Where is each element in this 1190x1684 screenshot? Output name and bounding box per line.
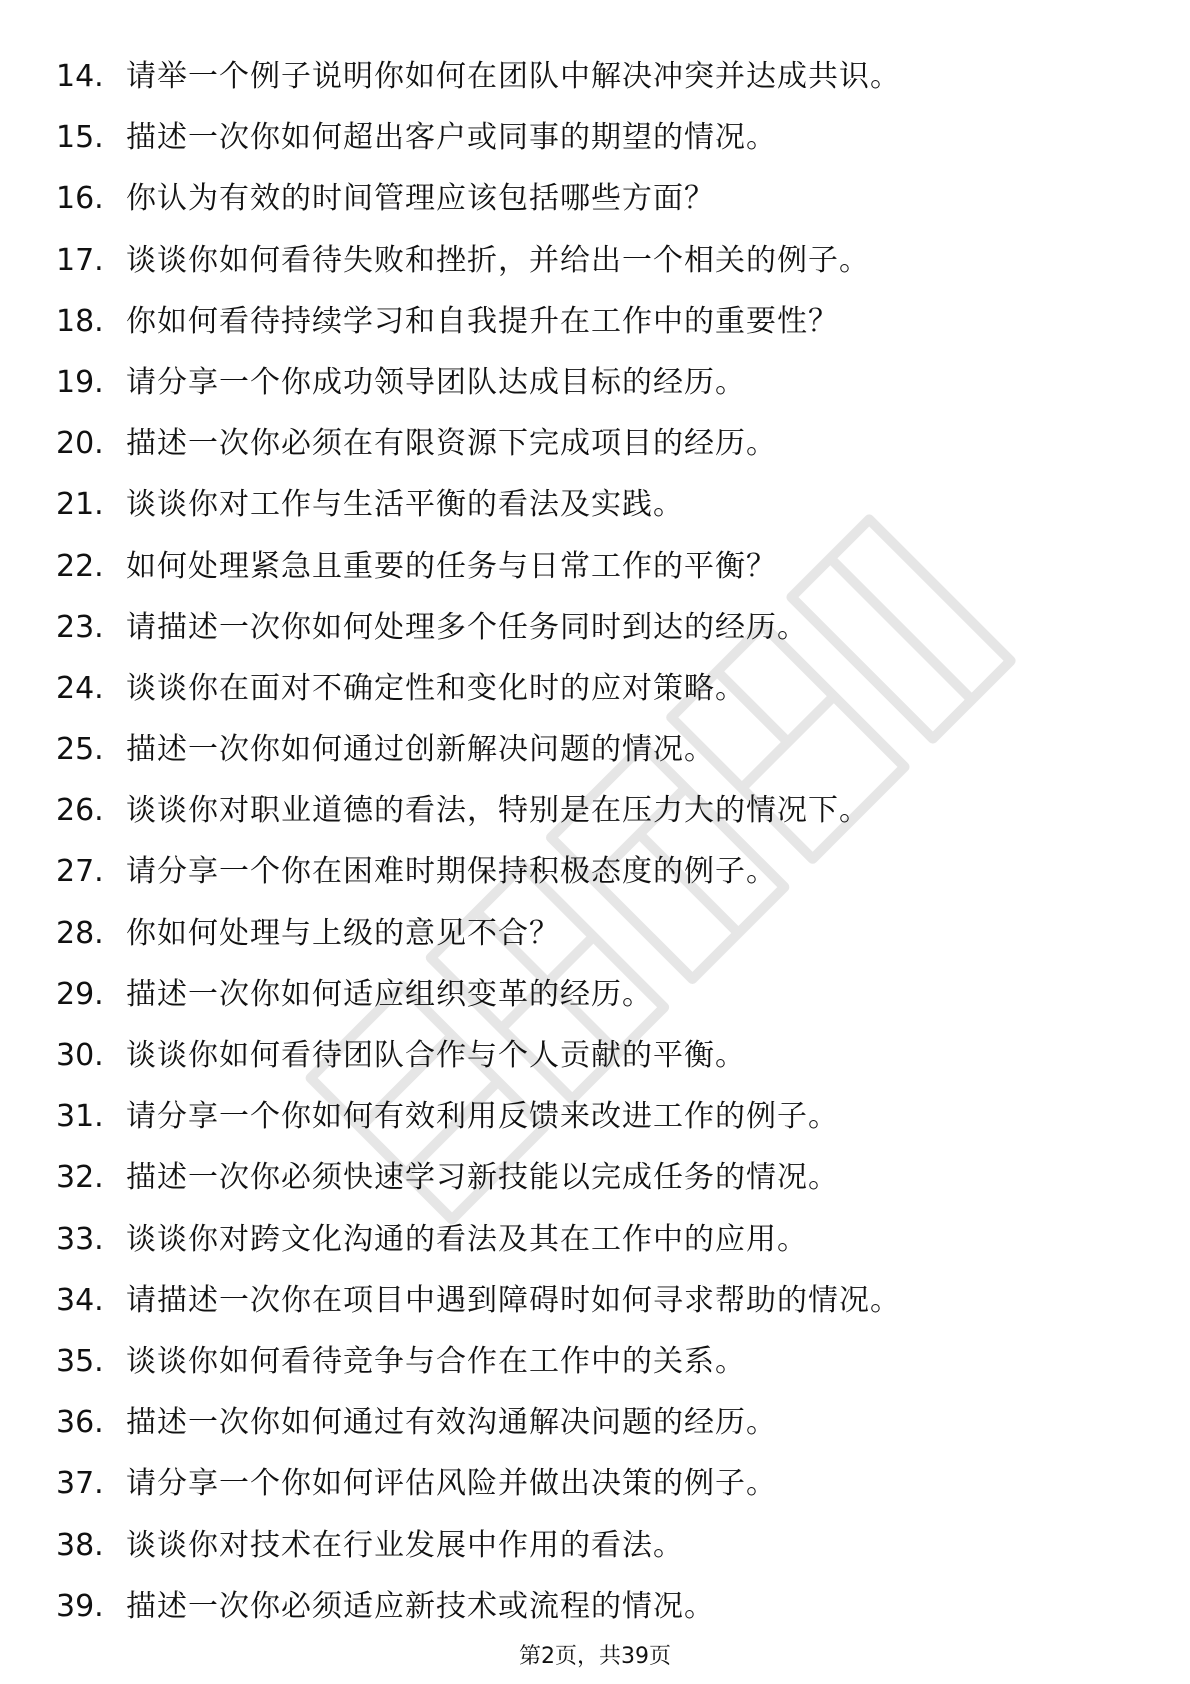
- question-item: [56, 474, 901, 535]
- question-item: [56, 536, 901, 597]
- question-text: 你认为有效的时间管理应该包括哪些方面？: [126, 181, 715, 217]
- question-number: 31.: [56, 1099, 104, 1135]
- question-number: 32.: [56, 1160, 104, 1196]
- question-text: 描述一次你必须在有限资源下完成项目的经历。: [126, 426, 777, 462]
- question-text: 请分享一个你在困难时期保持积极态度的例子。: [126, 854, 777, 890]
- page-number: 第2页，共39页: [519, 1644, 671, 1669]
- question-number: 34.: [56, 1282, 104, 1318]
- question-item: [56, 1086, 901, 1147]
- question-item: [56, 719, 901, 780]
- question-text: 谈谈你对职业道德的看法，特别是在压力大的情况下。: [126, 793, 870, 829]
- question-number: 22.: [56, 548, 104, 584]
- question-number: 39.: [56, 1588, 104, 1624]
- question-number: 29.: [56, 976, 104, 1012]
- question-text: 描述一次你如何通过创新解决问题的情况。: [126, 732, 715, 768]
- question-item: [56, 1270, 901, 1331]
- question-item: [56, 413, 901, 474]
- question-item: [56, 291, 901, 352]
- question-item: [56, 964, 901, 1025]
- question-text: 请分享一个你成功领导团队达成目标的经历。: [126, 364, 746, 400]
- question-number: 26.: [56, 793, 104, 829]
- question-text: 你如何处理与上级的意见不合？: [126, 915, 560, 951]
- page-footer: [0, 1642, 1190, 1672]
- question-number: 30.: [56, 1038, 104, 1073]
- question-item: [56, 1515, 901, 1576]
- question-text: 谈谈你如何看待团队合作与个人贡献的平衡。: [126, 1038, 746, 1073]
- question-item: [56, 1331, 901, 1392]
- question-text: 谈谈你如何看待失败和挫折，并给出一个相关的例子。: [126, 242, 870, 278]
- question-number: 18.: [56, 303, 104, 339]
- question-text: 你如何看待持续学习和自我提升在工作中的重要性？: [126, 303, 839, 339]
- question-item: [56, 46, 901, 107]
- question-text: 谈谈你在面对不确定性和变化时的应对策略。: [126, 670, 746, 706]
- question-number: 33.: [56, 1221, 104, 1257]
- question-number: 17.: [56, 242, 104, 278]
- question-item: [56, 1209, 901, 1270]
- question-number: 28.: [56, 915, 104, 951]
- question-item: [56, 230, 901, 291]
- question-text: 描述一次你如何通过有效沟通解决问题的经历。: [126, 1405, 777, 1441]
- question-text: 描述一次你如何超出客户或同事的期望的情况。: [126, 120, 777, 156]
- question-item: [56, 841, 901, 902]
- question-item: [56, 903, 901, 964]
- question-number: 24.: [56, 670, 104, 706]
- question-number: 35.: [56, 1343, 104, 1379]
- question-text: 如何处理紧急且重要的任务与日常工作的平衡？: [126, 548, 777, 584]
- question-text: 请分享一个你如何评估风险并做出决策的例子。: [126, 1466, 777, 1502]
- question-text: 请分享一个你如何有效利用反馈来改进工作的例子。: [126, 1099, 839, 1135]
- question-item: [56, 1147, 901, 1208]
- question-number: 16.: [56, 181, 104, 217]
- question-list: [56, 46, 901, 1637]
- question-text: 谈谈你对技术在行业发展中作用的看法。: [126, 1527, 684, 1563]
- question-number: 19.: [56, 364, 104, 400]
- question-item: [56, 1453, 901, 1514]
- question-item: [56, 1025, 901, 1086]
- question-text: 描述一次你必须快速学习新技能以完成任务的情况。: [126, 1160, 839, 1196]
- question-text: 请描述一次你在项目中遇到障碍时如何寻求帮助的情况。: [126, 1282, 901, 1318]
- question-item: [56, 658, 901, 719]
- question-number: 38.: [56, 1527, 104, 1563]
- question-number: 36.: [56, 1405, 104, 1441]
- question-item: [56, 107, 901, 168]
- question-text: 请描述一次你如何处理多个任务同时到达的经历。: [126, 609, 808, 645]
- question-number: 37.: [56, 1466, 104, 1502]
- question-text: 描述一次你如何适应组织变革的经历。: [126, 976, 653, 1012]
- question-number: 25.: [56, 732, 104, 768]
- question-item: [56, 1392, 901, 1453]
- question-number: 21.: [56, 487, 104, 523]
- question-item: [56, 1576, 901, 1637]
- question-number: 27.: [56, 854, 104, 890]
- question-number: 20.: [56, 426, 104, 462]
- question-item: [56, 168, 901, 229]
- question-text: 谈谈你如何看待竞争与合作在工作中的关系。: [126, 1343, 746, 1379]
- question-text: 谈谈你对工作与生活平衡的看法及实践。: [126, 487, 684, 523]
- question-number: 14.: [56, 59, 104, 94]
- question-text: 请举一个例子说明你如何在团队中解决冲突并达成共识。: [126, 59, 901, 94]
- question-number: 15.: [56, 120, 104, 156]
- question-text: 谈谈你对跨文化沟通的看法及其在工作中的应用。: [126, 1221, 808, 1257]
- question-item: [56, 780, 901, 841]
- question-number: 23.: [56, 609, 104, 645]
- question-item: [56, 597, 901, 658]
- question-text: 描述一次你必须适应新技术或流程的情况。: [126, 1588, 715, 1624]
- question-item: [56, 352, 901, 413]
